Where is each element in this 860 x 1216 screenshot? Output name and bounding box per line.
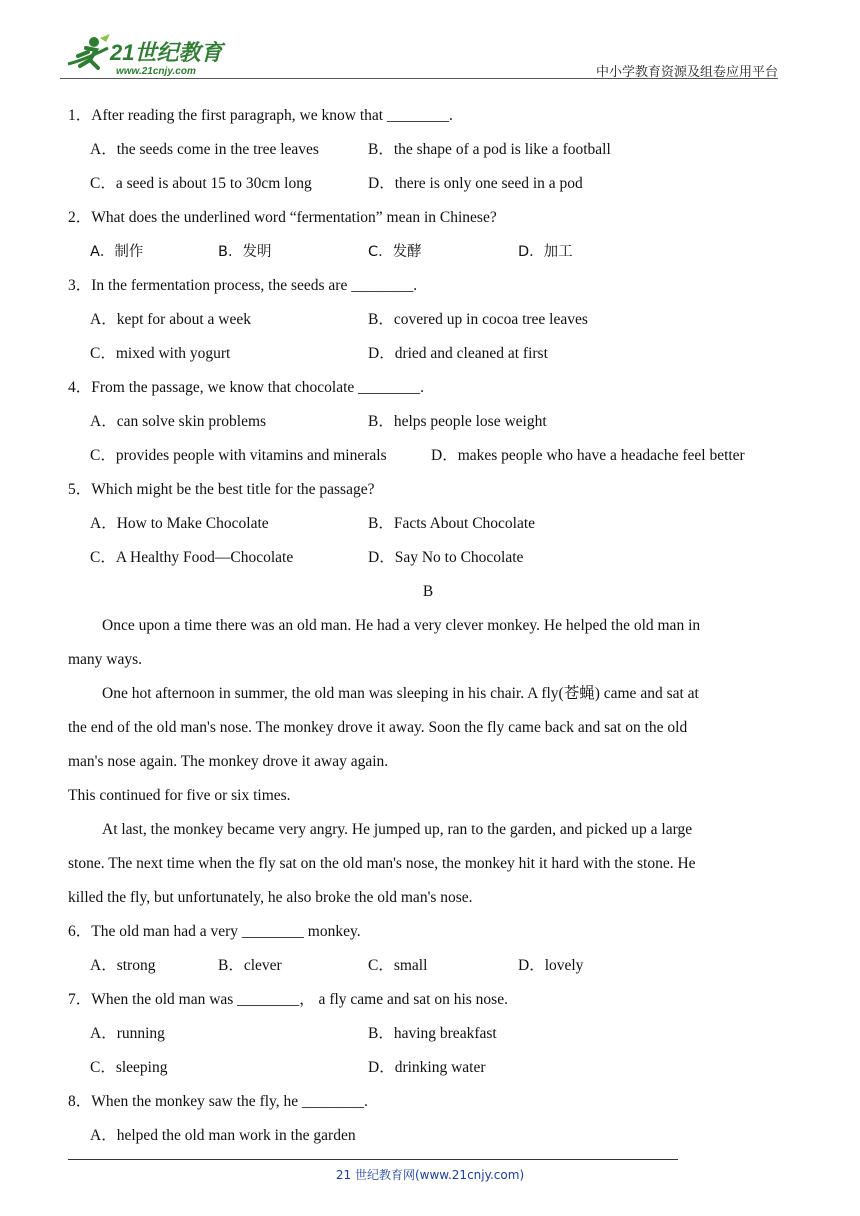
option-6d: D．lovely <box>518 957 584 974</box>
passage-line-4: the end of the old man's nose. The monkey drove it away. Soon the fly came back and sat on the old <box>68 719 688 736</box>
document-body <box>68 102 788 1156</box>
question-8-options-row-1 <box>68 1122 788 1156</box>
option-1d: D．there is only one seed in a pod <box>368 175 583 192</box>
option-7d: D．drinking water <box>368 1059 486 1076</box>
section-b-heading: B <box>422 583 434 600</box>
option-1c: C．a seed is about 15 to 30cm long <box>90 175 312 192</box>
question-4-options-row-2 <box>68 442 788 476</box>
option-3d: D．dried and cleaned at first <box>368 345 548 362</box>
logo-text: 21世纪教育 <box>110 40 223 65</box>
question-1: 1．After reading the first paragraph, we know that ________. <box>68 107 453 124</box>
question-7: 7．When the old man was ________， a fly came and sat on his nose. <box>68 991 508 1008</box>
option-2a: A．制作 <box>90 244 144 260</box>
question-7-options-row-2 <box>68 1054 788 1088</box>
passage-line-5: man's nose again. The monkey drove it away again. <box>68 753 389 770</box>
passage-line-2: many ways. <box>68 651 143 668</box>
option-5d: D．Say No to Chocolate <box>368 549 524 566</box>
passage-line-1: Once upon a time there was an old man. He had a very clever monkey. He helped the old man in <box>102 617 701 634</box>
runner-logo-icon <box>64 34 112 78</box>
option-7b: B．having breakfast <box>368 1025 497 1042</box>
option-1b: B．the shape of a pod is like a football <box>368 141 611 158</box>
logo-url: www.21cnjy.com <box>116 66 196 77</box>
passage-line-7: At last, the monkey became very angry. He jumped up, ran to the garden, and picked up a large <box>102 821 693 838</box>
question-8: 8．When the monkey saw the fly, he ________. <box>68 1093 368 1110</box>
option-7c: C．sleeping <box>90 1059 168 1076</box>
question-4: 4．From the passage, we know that chocolate ________. <box>68 379 425 396</box>
question-6-options <box>68 952 788 986</box>
question-1-options-row-2 <box>68 170 788 204</box>
question-1-options-row-1 <box>68 136 788 170</box>
question-2: 2．What does the underlined word “fermentation” mean in Chinese? <box>68 209 497 226</box>
option-4d: D．makes people who have a headache feel better <box>431 447 745 464</box>
question-6: 6．The old man had a very ________ monkey. <box>68 923 361 940</box>
option-4b: B．helps people lose weight <box>368 413 547 430</box>
question-2-options <box>68 238 788 272</box>
option-4c: C．provides people with vitamins and minerals <box>90 447 387 464</box>
page-header <box>60 30 778 80</box>
option-6c: C．small <box>368 957 428 974</box>
option-5c: C．A Healthy Food—Chocolate <box>90 549 294 566</box>
question-5-options-row-2 <box>68 544 788 578</box>
option-1a: A．the seeds come in the tree leaves <box>90 141 319 158</box>
question-5-options-row-1 <box>68 510 788 544</box>
option-6b: B．clever <box>218 957 282 974</box>
option-2d: D．加工 <box>518 244 573 260</box>
option-3a: A．kept for about a week <box>90 311 251 328</box>
option-2b: B．发明 <box>218 244 272 260</box>
header-divider <box>60 78 778 79</box>
question-3-options-row-1 <box>68 306 788 340</box>
option-3b: B．covered up in cocoa tree leaves <box>368 311 588 328</box>
question-5: 5．Which might be the best title for the passage? <box>68 481 375 498</box>
option-6a: A．strong <box>90 957 156 974</box>
question-3: 3．In the fermentation process, the seeds are ________. <box>68 277 418 294</box>
passage-line-6: This continued for five or six times. <box>68 787 291 804</box>
passage-line-3: One hot afternoon in summer, the old man was sleeping in his chair. A fly(苍蝇) came and sat at <box>102 685 699 702</box>
option-7a: A．running <box>90 1025 165 1042</box>
option-3c: C．mixed with yogurt <box>90 345 231 362</box>
passage-line-9: killed the fly, but unfortunately, he also broke the old man's nose. <box>68 889 473 906</box>
passage-line-8: stone. The next time when the fly sat on the old man's nose, the monkey hit it hard with the stone. He <box>68 855 696 872</box>
option-2c: C．发酵 <box>368 244 422 260</box>
site-logo <box>64 34 244 80</box>
footer-divider <box>68 1159 678 1160</box>
question-4-options-row-1 <box>68 408 788 442</box>
page-footer: 21 世纪教育网(www.21cnjy.com) <box>335 1168 525 1182</box>
option-4a: A．can solve skin problems <box>90 413 267 430</box>
option-5b: B．Facts About Chocolate <box>368 515 536 532</box>
option-5a: A．How to Make Chocolate <box>90 515 269 532</box>
question-7-options-row-1 <box>68 1020 788 1054</box>
option-8a: A．helped the old man work in the garden <box>90 1127 356 1144</box>
platform-name: 中小学教育资源及组卷应用平台 <box>595 65 778 80</box>
question-3-options-row-2 <box>68 340 788 374</box>
